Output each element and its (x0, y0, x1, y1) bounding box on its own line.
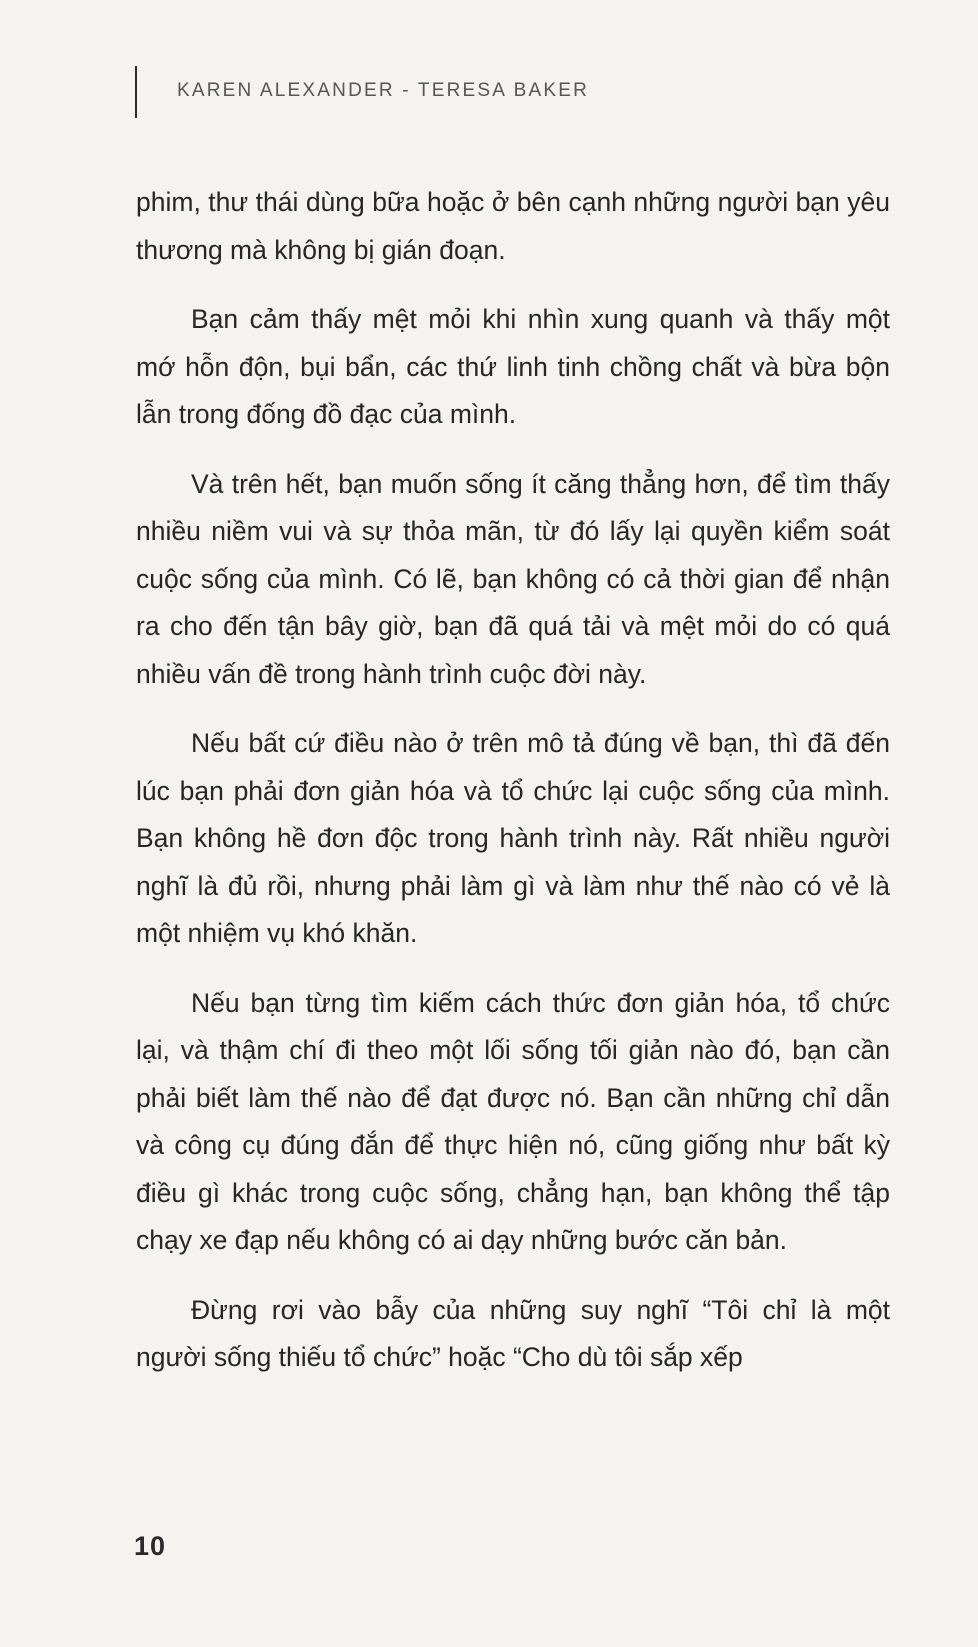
paragraph: Nếu bất cứ điều nào ở trên mô tả đúng về bạn, thì đã đến lúc bạn phải đơn giản hóa và tổ chức lại cuộc sống của mình. Bạn không hề đơn độc trong hành trình này. Rất nhiều người nghĩ là đủ rồi, nhưng phải làm gì và làm như thế nào có vẻ là một nhiệm vụ khó khăn. (136, 728, 890, 948)
running-header (135, 66, 895, 118)
paragraph: Và trên hết, bạn muốn sống ít căng thẳng hơn, để tìm thấy nhiều niềm vui và sự thỏa mãn, từ đó lấy lại quyền kiểm soát cuộc sống của mình. Có lẽ, bạn không có cả thời gian để nhận ra cho đến tận bây giờ, bạn đã quá tải và mệt mỏi do có quá nhiều vấn đề trong hành trình cuộc đời này. (136, 468, 890, 689)
header-divider (135, 66, 137, 118)
paragraph: phim, thư thái dùng bữa hoặc ở bên cạnh những người bạn yêu thương mà không bị gián đoạn. (136, 187, 890, 265)
body-text (136, 179, 890, 1404)
paragraph: Đừng rơi vào bẫy của những suy nghĩ “Tôi chỉ là một người sống thiếu tổ chức” hoặc “Cho dù tôi sắp xếp (136, 1294, 890, 1372)
paragraph: Bạn cảm thấy mệt mỏi khi nhìn xung quanh và thấy một mớ hỗn độn, bụi bẩn, các thứ linh tinh chồng chất và bừa bộn lẫn trong đống đồ đạc của mình. (136, 304, 890, 429)
running-head-authors: KAREN ALEXANDER - TERESA BAKER (177, 80, 589, 101)
page-number: 10 (134, 1531, 167, 1561)
paragraph: Nếu bạn từng tìm kiếm cách thức đơn giản hóa, tổ chức lại, và thậm chí đi theo một lối sống tối giản nào đó, bạn cần phải biết làm thế nào để đạt được nó. Bạn cần những chỉ dẫn và công cụ đúng đắn để thực hiện nó, cũng giống như bất kỳ điều gì khác trong cuộc sống, chẳng hạn, bạn không thể tập chạy xe đạp nếu không có ai dạy những bước căn bản. (136, 987, 890, 1255)
